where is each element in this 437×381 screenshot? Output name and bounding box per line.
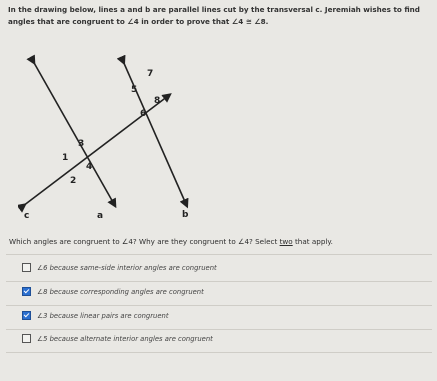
angle-label-5: 5	[131, 85, 138, 95]
parallel-lines-figure	[18, 46, 218, 231]
checkbox-option-2[interactable]	[22, 287, 31, 296]
divider	[6, 329, 432, 330]
option-label: ∠3 because linear pairs are congruent	[37, 311, 169, 320]
angle-label-4: 4	[86, 162, 93, 172]
option-label: ∠5 because alternate interior angles are congruent	[37, 334, 213, 343]
prompt-text-end: that apply.	[292, 237, 333, 246]
answer-option[interactable]	[22, 263, 217, 272]
angle-label-8: 8	[154, 96, 161, 106]
prompt-text: Which angles are congruent to ∠4? Why are they congruent to ∠4? Select	[9, 237, 280, 246]
checkbox-option-4[interactable]	[22, 334, 31, 343]
line-b	[123, 61, 186, 204]
line-label-c: c	[24, 211, 30, 221]
divider	[6, 305, 432, 306]
angle-label-1: 1	[62, 153, 69, 163]
question-line-2: angles that are congruent to ∠4 in order to prove that ∠4 ≅ ∠8.	[8, 17, 269, 26]
prompt-emphasis: two	[279, 237, 293, 246]
question-line-1: In the drawing below, lines a and b are parallel lines cut by the transversal c. Jeremiah wishes to find	[8, 5, 420, 14]
angle-label-2: 2	[70, 176, 77, 186]
divider	[6, 281, 432, 282]
angle-label-3: 3	[78, 139, 85, 149]
answer-option[interactable]	[22, 334, 213, 343]
option-label: ∠6 because same-side interior angles are congruent	[37, 263, 217, 272]
angle-label-7: 7	[147, 69, 154, 79]
answer-option[interactable]	[22, 311, 169, 320]
angle-label-6: 6	[140, 109, 147, 119]
divider	[6, 352, 432, 353]
selection-prompt	[9, 237, 434, 246]
answer-option[interactable]	[22, 287, 204, 296]
option-label: ∠8 because corresponding angles are congruent	[37, 287, 204, 296]
divider	[6, 254, 432, 255]
question-text	[8, 4, 433, 28]
checkbox-option-1[interactable]	[22, 263, 31, 272]
line-label-b: b	[182, 210, 189, 220]
line-label-a: a	[97, 211, 104, 221]
checkbox-option-3[interactable]	[22, 311, 31, 320]
